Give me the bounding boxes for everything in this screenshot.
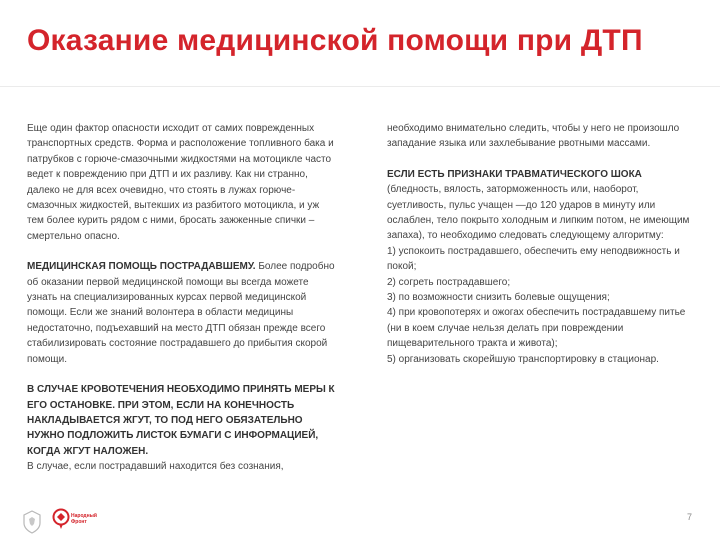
shock-heading: ЕСЛИ ЕСТЬ ПРИЗНАКИ ТРАВМАТИЧЕСКОГО ШОКА bbox=[387, 168, 642, 180]
logo-text: Народный Фронт bbox=[71, 513, 97, 525]
list-item: 1) успокоить пострадавшего, обеспечить ему неподвижность и покой; bbox=[387, 245, 680, 273]
bleeding-warning: В СЛУЧАЕ КРОВОТЕЧЕНИЯ НЕОБХОДИМО ПРИНЯТЬ МЕРЫ К ЕГО ОСТАНОВКЕ. ПРИ ЭТОМ, ЕСЛИ НА КОНЕЧНОСТЬ НАКЛАДЫВАЕТСЯ ЖГУТ, ТО ПОД НЕГО ОБЯЗАТЕЛЬНО НУЖНО ПОДЛОЖИТЬ ЛИСТОК БУМАГИ С ИНФОРМАЦИЕЙ, КОГДА ЖГУТ НАЛОЖЕН. bbox=[27, 384, 335, 457]
list-item: 3) по возможности снизить болевые ощущения; bbox=[387, 292, 610, 304]
shock-steps-list bbox=[387, 244, 699, 367]
logo-mark-icon bbox=[52, 508, 70, 530]
list-item: 2) согреть пострадавшего; bbox=[387, 276, 511, 288]
page-title: Оказание медицинской помощи при ДТП bbox=[27, 24, 643, 57]
page-number: 7 bbox=[686, 512, 692, 522]
left-paragraph-2 bbox=[27, 259, 337, 367]
right-column bbox=[387, 121, 699, 367]
title-divider bbox=[0, 86, 720, 87]
shock-body: (бледность, вялость, заторможенность или, наоборот, суетливость, пульс учащен —до 120 ударов в минуту или ослаблен, тело покрыто холодным и липким потом, не имеющим запаха), то необходимо следовать следующему алгоритму: bbox=[387, 184, 690, 242]
left-paragraph-1: Еще один фактор опасности исходит от самих поврежденных транспортных средств. Форма и расположение топливного бака и патрубков с горюче-смазочными жидкостями на мотоцикле часто ведет к повреждению при ДТП и их разливу. Как ни странно, далеко не для всех очевидно, что стоять в лужах горюче-смазочных жидкостей, вытекших из разбитого мотоцикла, и уж тем более курить рядом с ними, бросать зажженные спички – смертельно опасно. bbox=[27, 123, 334, 242]
left-paragraph-tail: В случае, если пострадавший находится без сознания, bbox=[27, 461, 284, 473]
brand-logo bbox=[52, 508, 102, 536]
emblem-icon bbox=[22, 510, 42, 534]
list-item: 5) организовать скорейшую транспортировку в стационар. bbox=[387, 353, 659, 365]
right-paragraph-1: необходимо внимательно следить, чтобы у него не произошло западание языка или захлебывание рвотными массами. bbox=[387, 123, 680, 150]
medical-help-body: Более подробно об оказании первой медицинской помощи вы всегда можете узнать на специализированных курсах первой медицинской помощи. Если же знаний волонтера в области медицины недостаточно, подъехавший на место ДТП обязан прежде всего стабилизировать состояние пострадавшего до прибытия скорой помощи. bbox=[27, 261, 335, 365]
medical-help-heading: МЕДИЦИНСКАЯ ПОМОЩЬ ПОСТРАДАВШЕМУ. bbox=[27, 261, 256, 273]
footer bbox=[0, 500, 720, 540]
left-column bbox=[27, 121, 337, 475]
list-item: 4) при кровопотерях и ожогах обеспечить пострадавшему питье (ни в коем случае нельзя делать при повреждении пищеварительного тракта и живота); bbox=[387, 307, 686, 350]
